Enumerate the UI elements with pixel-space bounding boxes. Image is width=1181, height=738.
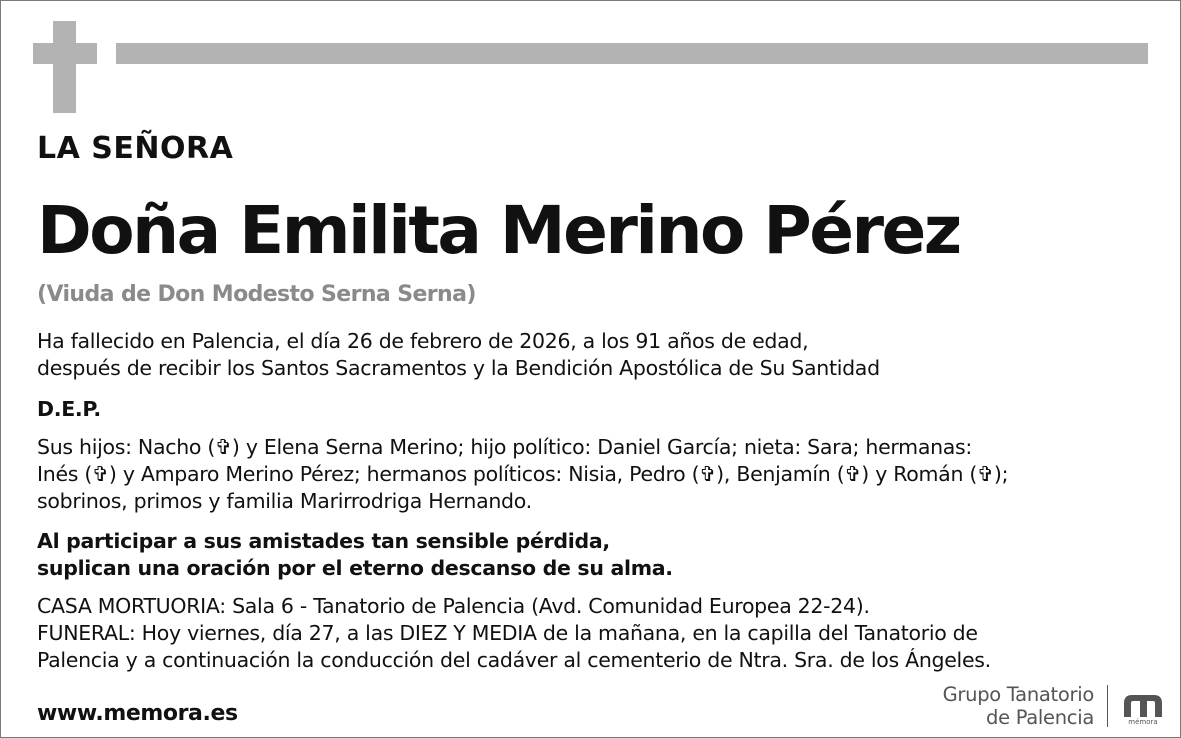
- funeral-line: FUNERAL: Hoy viernes, día 27, a las DIEZ Y MEDIA de la mañana, en la capilla del Tanatorio de: [37, 621, 978, 645]
- prayer-line: suplican una oración por el eterno descanso de su alma.: [37, 556, 673, 580]
- title-prefix: LA SEÑORA: [37, 131, 234, 166]
- website-link[interactable]: www.memora.es: [37, 701, 238, 726]
- death-line: después de recibir los Santos Sacramentos y la Bendición Apostólica de Su Santidad: [37, 356, 880, 380]
- cross-icon-arm: [33, 43, 97, 64]
- logo-wordmark: mémora: [1128, 718, 1158, 726]
- cross-icon: [53, 21, 76, 113]
- family-line: Inés (✞) y Amparo Merino Pérez; hermanos políticos: Nisia, Pedro (✞), Benjamín (✞) y Román (✞);: [37, 462, 1009, 486]
- funeral-details: [37, 593, 991, 674]
- brand-line: de Palencia: [986, 706, 1094, 729]
- prayer-request: [37, 528, 673, 582]
- brand-line: Grupo Tanatorio: [942, 683, 1094, 706]
- prayer-line: Al participar a sus amistades tan sensible pérdida,: [37, 529, 610, 553]
- widow-note: (Viuda de Don Modesto Serna Serna): [37, 282, 476, 307]
- deceased-name: Doña Emilita Merino Pérez: [37, 192, 960, 269]
- funeral-line: CASA MORTUORIA: Sala 6 - Tanatorio de Palencia (Avd. Comunidad Europea 22-24).: [37, 594, 870, 618]
- brand-divider: [1107, 685, 1108, 727]
- funeral-line: Palencia y a continuación la conducción del cadáver al cementerio de Ntra. Sra. de los Ángeles.: [37, 648, 991, 672]
- brand-name: [943, 683, 1094, 729]
- death-notice: [37, 328, 880, 382]
- dep-label: D.E.P.: [37, 397, 101, 421]
- death-line: Ha fallecido en Palencia, el día 26 de febrero de 2026, a los 91 años de edad,: [37, 329, 809, 353]
- header-rule: [116, 43, 1148, 64]
- family-line: sobrinos, primos y familia Marirrodriga Hernando.: [37, 489, 532, 513]
- family-line: Sus hijos: Nacho (✞) y Elena Serna Merino; hijo político: Daniel García; nieta: Sara; hermanas:: [37, 435, 973, 459]
- family-list: [37, 434, 1008, 515]
